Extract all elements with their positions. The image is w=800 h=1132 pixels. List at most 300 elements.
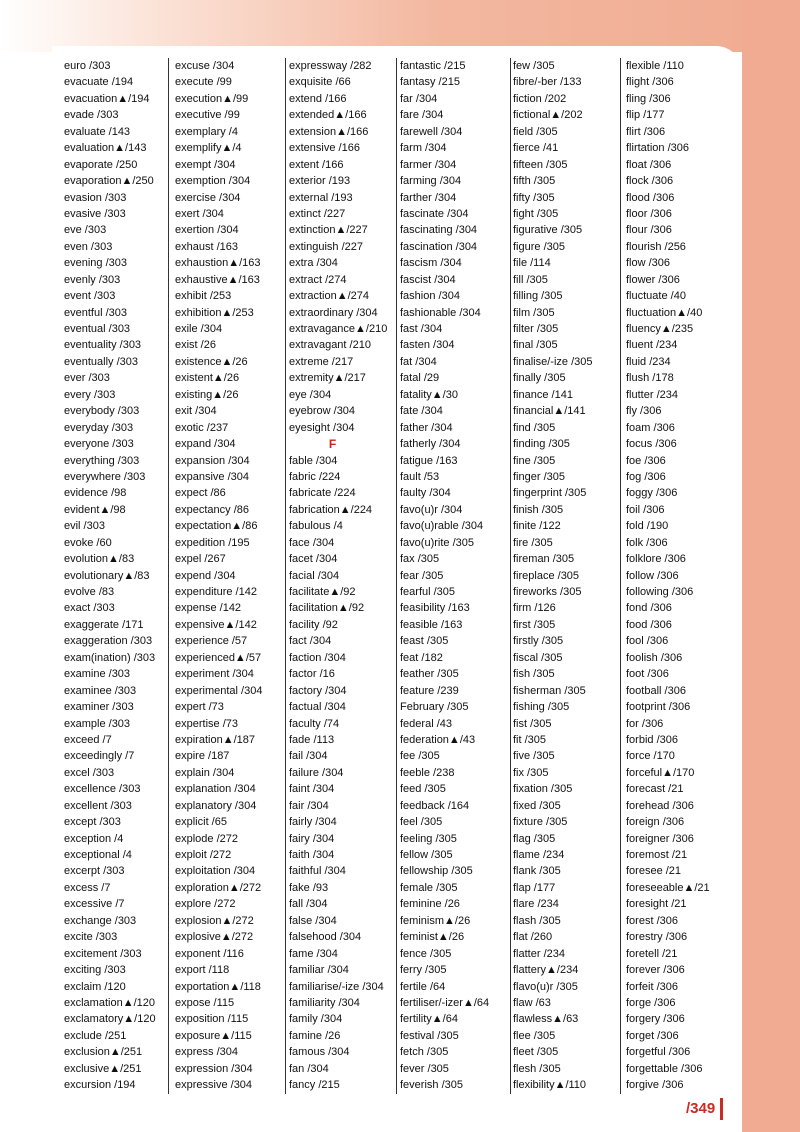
index-entry: first /305 — [513, 618, 556, 631]
index-entry: fail /304 — [289, 750, 328, 763]
index-entry: fireman /305 — [513, 553, 575, 566]
index-entry: evil /303 — [64, 520, 105, 533]
index-entry: federation▲/43 — [400, 733, 476, 746]
index-entry: fat /304 — [400, 355, 437, 368]
index-entry: flesh /305 — [513, 1062, 561, 1075]
index-entry: forecast /21 — [626, 783, 684, 796]
index-entry: foretell /21 — [626, 947, 678, 960]
index-entry: eve /303 — [64, 224, 107, 237]
index-entry: extended▲/166 — [289, 109, 367, 122]
index-entry: forget /306 — [626, 1029, 679, 1042]
index-entry: flip /177 — [626, 109, 665, 122]
index-entry: fascinating /304 — [400, 224, 478, 237]
column-divider — [620, 58, 621, 1094]
index-entry: forgettable /306 — [626, 1062, 703, 1075]
index-entry: festival /305 — [400, 1029, 459, 1042]
index-entry: feedback /164 — [400, 799, 470, 812]
index-entry: fictional▲/202 — [513, 109, 583, 122]
index-entry: footprint /306 — [626, 701, 691, 714]
index-entry: fame /304 — [289, 947, 338, 960]
index-entry: feverish /305 — [400, 1079, 463, 1092]
index-entry: expense /142 — [175, 602, 242, 615]
index-entry: foam /306 — [626, 421, 675, 434]
index-entry: fabrication▲/224 — [289, 503, 373, 516]
index-entry: flash /305 — [513, 914, 561, 927]
index-entry: expel /267 — [175, 553, 226, 566]
index-entry: fluency▲/235 — [626, 323, 694, 335]
index-entry: fall /304 — [289, 898, 328, 911]
index-entry: exception /4 — [64, 832, 124, 845]
index-entry: evolutionary▲/83 — [64, 569, 150, 582]
index-entry: fable /304 — [289, 454, 338, 467]
index-entry: everyday /303 — [64, 421, 134, 434]
index-entry: flank /305 — [513, 865, 561, 878]
index-entry: fingerprint /305 — [513, 487, 587, 500]
index-entry: fleet /305 — [513, 1046, 559, 1059]
index-entry: farther /304 — [400, 191, 457, 204]
index-entry: finally /305 — [513, 372, 566, 385]
index-entry: forge /306 — [626, 996, 676, 1009]
index-entry: fixture /305 — [513, 816, 568, 829]
index-entry: exaggerate /171 — [64, 618, 144, 631]
index-entry: exile /304 — [175, 323, 223, 335]
index-entry: excellent /303 — [64, 799, 132, 812]
index-entry: foolish /306 — [626, 651, 683, 664]
index-entry: figure /305 — [513, 240, 565, 253]
index-entry: forestry /306 — [626, 931, 688, 944]
index-entry: except /303 — [64, 816, 121, 829]
index-entry: everywhere /303 — [64, 470, 146, 483]
index-entry: expenditure /142 — [175, 586, 257, 598]
index-entry: exceptional /4 — [64, 849, 132, 861]
index-entry: fireworks /305 — [513, 586, 582, 598]
index-entry: extend /166 — [289, 92, 347, 105]
index-entry: exceedingly /7 — [64, 750, 135, 763]
index-entry: execution▲/99 — [175, 92, 249, 105]
index-entry: everyone /303 — [64, 438, 134, 451]
index-entry: evaluate /143 — [64, 125, 131, 138]
index-entry: evasion /303 — [64, 191, 127, 204]
index-entry: excerpt /303 — [64, 865, 125, 878]
index-entry: fling /306 — [626, 92, 671, 105]
index-entry: exertion /304 — [175, 224, 239, 237]
index-entry: flag /305 — [513, 832, 556, 845]
index-entry: experiment /304 — [175, 668, 254, 681]
index-entry: feature /239 — [400, 684, 459, 697]
index-entry: exercise /304 — [175, 191, 241, 204]
index-entry: fish /305 — [513, 668, 555, 681]
index-entry: flood /306 — [626, 191, 675, 204]
index-entry: flawless▲/63 — [513, 1013, 579, 1026]
index-entry: fan /304 — [289, 1062, 329, 1075]
index-entry: eventuality /303 — [64, 339, 142, 352]
index-entry: fisherman /305 — [513, 684, 586, 697]
index-entry: feeble /238 — [400, 766, 455, 779]
index-entry: fax /305 — [400, 553, 440, 566]
index-entry: existing▲/26 — [175, 388, 239, 401]
index-entry: explanation /304 — [175, 783, 256, 796]
index-entry: exclusion▲/251 — [64, 1046, 143, 1059]
index-entry: feminism▲/26 — [400, 914, 471, 927]
index-entry: evaporation▲/250 — [64, 175, 154, 188]
index-entry: evacuation▲/194 — [64, 92, 150, 105]
index-entry: folk /306 — [626, 536, 668, 549]
index-entry: foresee /21 — [626, 865, 682, 878]
index-entry: feminist▲/26 — [400, 931, 465, 944]
index-entry: fabulous /4 — [289, 520, 343, 533]
index-entry: folklore /306 — [626, 553, 686, 566]
index-entry: example /303 — [64, 717, 131, 730]
index-entry: expertise /73 — [175, 717, 238, 730]
index-entry: extravagance▲/210 — [289, 323, 388, 335]
index-entry: foreigner /306 — [626, 832, 694, 845]
right-margin-band — [742, 0, 800, 1132]
index-entry: excel /303 — [64, 766, 115, 779]
index-entry: exist /26 — [175, 339, 216, 352]
index-entry: flame /234 — [513, 849, 565, 861]
index-column-1 — [64, 58, 168, 1094]
index-entry: extraordinary /304 — [289, 306, 378, 319]
index-entry: farewell /304 — [400, 125, 463, 138]
index-entry: fond /306 — [626, 602, 672, 615]
index-entry: flower /306 — [626, 273, 680, 286]
index-entry: flap /177 — [513, 881, 556, 894]
index-entry: executive /99 — [175, 109, 240, 122]
index-entry: even /303 — [64, 240, 113, 253]
index-entry: float /306 — [626, 158, 672, 171]
index-entry: explosion▲/272 — [175, 914, 254, 927]
index-entry: flaw /63 — [513, 996, 551, 1009]
index-entry: extensive /166 — [289, 142, 360, 155]
index-entry: exhaustion▲/163 — [175, 257, 261, 270]
index-entry: excellence /303 — [64, 783, 141, 796]
column-divider — [396, 58, 397, 1094]
index-entry: fatal /29 — [400, 372, 440, 385]
index-entry: fertility▲/64 — [400, 1013, 458, 1026]
index-entry: expansion /304 — [175, 454, 250, 467]
index-entry: eventually /303 — [64, 355, 138, 368]
index-entry: flourish /256 — [626, 240, 686, 253]
index-entry: experimental /304 — [175, 684, 263, 697]
index-entry: fault /53 — [400, 470, 440, 483]
index-entry: figurative /305 — [513, 224, 583, 237]
index-entry: extravagant /210 — [289, 339, 371, 352]
index-entry: export /118 — [175, 964, 230, 977]
index-entry: following /306 — [626, 586, 694, 598]
index-entry: extremity▲/217 — [289, 372, 366, 385]
index-entry: excite /303 — [64, 931, 118, 944]
index-entry: famine /26 — [289, 1029, 341, 1042]
index-entry: evacuate /194 — [64, 76, 134, 89]
index-entry: exposition /115 — [175, 1013, 249, 1026]
index-entry: facet /304 — [289, 553, 338, 566]
index-entry: fiscal /305 — [513, 651, 563, 664]
index-entry: faulty /304 — [400, 487, 451, 500]
index-entry: factual /304 — [289, 701, 346, 714]
index-entry: extinct /227 — [289, 207, 346, 220]
index-entry: fate /304 — [400, 405, 443, 418]
index-entry: flare /234 — [513, 898, 559, 911]
index-entry: exploitation /304 — [175, 865, 256, 878]
page-number-bar — [720, 1098, 723, 1120]
index-entry: fantasy /215 — [400, 76, 460, 89]
index-entry: favo(u)rable /304 — [400, 520, 484, 533]
index-entry: feel /305 — [400, 816, 443, 829]
index-entry: follow /306 — [626, 569, 679, 582]
index-entry: fatherly /304 — [400, 438, 461, 451]
index-entry: evasive /303 — [64, 207, 126, 220]
index-entry: ferry /305 — [400, 964, 447, 977]
index-entry: faithful /304 — [289, 865, 346, 878]
index-entry: fixed /305 — [513, 799, 561, 812]
index-entry: facial /304 — [289, 569, 340, 582]
index-entry: expiration▲/187 — [175, 733, 255, 746]
index-entry: foe /306 — [626, 454, 666, 467]
index-entry: exponent /116 — [175, 947, 244, 960]
index-entry: fishing /305 — [513, 701, 570, 714]
index-entry: eyesight /304 — [289, 421, 355, 434]
index-entry: few /305 — [513, 60, 555, 72]
index-entry: food /306 — [626, 618, 672, 631]
index-entry: familiarity /304 — [289, 996, 360, 1009]
index-entry: financial▲/141 — [513, 405, 586, 418]
index-entry: forgive /306 — [626, 1079, 684, 1092]
index-entry: five /305 — [513, 750, 555, 763]
index-entry: fellow /305 — [400, 849, 453, 861]
index-column-5 — [513, 58, 620, 1094]
index-entry: forceful▲/170 — [626, 766, 695, 779]
index-entry: forehead /306 — [626, 799, 694, 812]
index-entry: fog /306 — [626, 470, 666, 483]
index-entry: fatigue /163 — [400, 454, 458, 467]
index-entry: facilitate▲/92 — [289, 586, 356, 598]
index-entry: extra /304 — [289, 257, 338, 270]
index-entry: explosive▲/272 — [175, 931, 254, 944]
index-entry: fifth /305 — [513, 175, 556, 188]
index-entry: fine /305 — [513, 454, 556, 467]
index-entry: extension▲/166 — [289, 125, 369, 138]
index-entry: farm /304 — [400, 142, 447, 155]
index-entry: expert /73 — [175, 701, 224, 714]
index-entry: firm /126 — [513, 602, 556, 615]
index-entry: eventual /303 — [64, 323, 131, 335]
index-entry: everything /303 — [64, 454, 140, 467]
index-entry: female /305 — [400, 881, 458, 894]
index-column-3 — [289, 58, 396, 1094]
index-entry: euro /303 — [64, 60, 111, 72]
index-entry: fearful /305 — [400, 586, 456, 598]
index-entry: extent /166 — [289, 158, 344, 171]
index-entry: exam(ination) /303 — [64, 651, 156, 664]
index-entry: fast /304 — [400, 323, 443, 335]
index-entry: examine /303 — [64, 668, 131, 681]
index-entry: exclamatory▲/120 — [64, 1013, 156, 1026]
index-entry: exhibit /253 — [175, 290, 232, 303]
index-entry: fertile /64 — [400, 980, 446, 993]
index-entry: foreign /306 — [626, 816, 685, 829]
index-entry: forbid /306 — [626, 733, 678, 746]
index-entry: evolution▲/83 — [64, 553, 135, 566]
index-entry: flat /260 — [513, 931, 553, 944]
index-entry: exterior /193 — [289, 175, 351, 188]
index-entry: faith /304 — [289, 849, 335, 861]
index-entry: exquisite /66 — [289, 76, 351, 89]
index-entry: expectancy /86 — [175, 503, 249, 516]
column-divider — [510, 58, 511, 1094]
index-entry: evaluation▲/143 — [64, 142, 147, 155]
index-entry: extinction▲/227 — [289, 224, 368, 237]
index-entry: flirtation /306 — [626, 142, 689, 155]
index-entry: flight /306 — [626, 76, 674, 89]
index-entry: expand /304 — [175, 438, 236, 451]
index-entry: fluctuate /40 — [626, 290, 686, 303]
top-margin-band — [0, 0, 800, 52]
index-entry: flow /306 — [626, 257, 671, 270]
index-entry: feasibility /163 — [400, 602, 470, 615]
index-entry: fireplace /305 — [513, 569, 580, 582]
index-entry: forgetful /306 — [626, 1046, 691, 1059]
index-entry: flexible /110 — [626, 60, 684, 72]
index-entry: extract /274 — [289, 273, 347, 286]
index-entry: far /304 — [400, 92, 438, 105]
index-entry: expectation▲/86 — [175, 520, 258, 533]
index-entry: exploration▲/272 — [175, 881, 262, 894]
index-entry: federal /43 — [400, 717, 452, 730]
index-entry: exportation▲/118 — [175, 980, 261, 993]
index-entry: fifty /305 — [513, 191, 555, 204]
index-entry: exert /304 — [175, 207, 224, 220]
index-entry: favo(u)rite /305 — [400, 536, 474, 549]
index-entry: exemption /304 — [175, 175, 251, 188]
index-entry: eye /304 — [289, 388, 332, 401]
index-entry: fantastic /215 — [400, 60, 466, 72]
index-entry: fill /305 — [513, 273, 548, 286]
index-entry: fluid /234 — [626, 355, 671, 368]
index-entry: evidence /98 — [64, 487, 127, 500]
index-entry: existence▲/26 — [175, 355, 248, 368]
index-entry: excursion /194 — [64, 1079, 136, 1092]
index-entry: exit /304 — [175, 405, 217, 418]
index-entry: explicit /65 — [175, 816, 227, 829]
index-entry: filling /305 — [513, 290, 563, 303]
index-entry: flutter /234 — [626, 388, 678, 401]
index-entry: feasible /163 — [400, 618, 463, 631]
index-entry: every /303 — [64, 388, 116, 401]
index-entry: explain /304 — [175, 766, 235, 779]
index-entry: floor /306 — [626, 207, 672, 220]
index-entry: fasten /304 — [400, 339, 455, 352]
index-column-2 — [175, 58, 285, 1094]
index-entry: finish /305 — [513, 503, 564, 516]
index-entry: fertiliser/-izer▲/64 — [400, 996, 490, 1009]
index-entry: finance /141 — [513, 388, 573, 401]
index-entry: fascination /304 — [400, 240, 478, 253]
index-entry: evenly /303 — [64, 273, 121, 286]
index-entry: evade /303 — [64, 109, 119, 122]
index-entry: execute /99 — [175, 76, 232, 89]
index-entry: forfeit /306 — [626, 980, 678, 993]
index-entry: fever /305 — [400, 1062, 449, 1075]
index-entry: experience /57 — [175, 635, 248, 648]
index-entry: focus /306 — [626, 438, 677, 451]
index-entry: film /305 — [513, 306, 555, 319]
index-entry: fifteen /305 — [513, 158, 568, 171]
index-entry: exposure▲/115 — [175, 1029, 252, 1042]
index-entry: failure /304 — [289, 766, 344, 779]
index-entry: excitement /303 — [64, 947, 142, 960]
index-entry: exchange /303 — [64, 914, 137, 927]
index-entry: eyebrow /304 — [289, 405, 356, 418]
index-entry: football /306 — [626, 684, 686, 697]
index-entry: existent▲/26 — [175, 372, 240, 385]
index-entry: extinguish /227 — [289, 240, 363, 253]
index-entry: fire /305 — [513, 536, 553, 549]
index-column-4 — [400, 58, 510, 1094]
index-entry: fit /305 — [513, 733, 547, 746]
index-entry: finalise/-ize /305 — [513, 355, 593, 368]
index-entry: foresight /21 — [626, 898, 687, 911]
index-entry: excuse /304 — [175, 60, 235, 72]
index-entry: expression /304 — [175, 1062, 253, 1075]
index-entry: extraction▲/274 — [289, 290, 369, 303]
index-entry: exhaustive▲/163 — [175, 273, 260, 286]
index-entry: expensive▲/142 — [175, 618, 257, 631]
index-entry: foreseeable▲/21 — [626, 881, 710, 894]
index-entry: force /170 — [626, 750, 675, 763]
index-entry: fly /306 — [626, 405, 662, 418]
index-entry: fist /305 — [513, 717, 552, 730]
index-entry: expire /187 — [175, 750, 230, 763]
index-entry: extreme /217 — [289, 355, 354, 368]
index-entry: foil /306 — [626, 503, 665, 516]
index-entry: familiar /304 — [289, 964, 349, 977]
index-entry: fare /304 — [400, 109, 444, 122]
index-entry: expansive /304 — [175, 470, 249, 483]
index-entry: exclamation▲/120 — [64, 996, 155, 1009]
index-entry: fluctuation▲/40 — [626, 306, 703, 319]
index-entry: exact /303 — [64, 602, 115, 615]
index-entry: fee /305 — [400, 750, 440, 763]
index-entry: fashion /304 — [400, 290, 460, 303]
index-entry: evaporate /250 — [64, 158, 138, 171]
index-entry: fool /306 — [626, 635, 669, 648]
index-entry: farmer /304 — [400, 158, 457, 171]
index-entry: fix /305 — [513, 766, 549, 779]
index-entry: foremost /21 — [626, 849, 688, 861]
column-divider — [168, 58, 169, 1094]
index-entry: fashionable /304 — [400, 306, 481, 319]
index-entry: farming /304 — [400, 175, 462, 188]
index-entry: excess /7 — [64, 881, 111, 894]
index-entry: fake /93 — [289, 881, 329, 894]
index-entry: fear /305 — [400, 569, 444, 582]
index-entry: face /304 — [289, 536, 335, 549]
index-entry: facility /92 — [289, 618, 338, 631]
index-entry: forever /306 — [626, 964, 685, 977]
index-entry: field /305 — [513, 125, 558, 138]
index-entry: factory /304 — [289, 684, 347, 697]
index-entry: expect /86 — [175, 487, 226, 500]
index-entry: expressway /282 — [289, 60, 372, 72]
index-entry: explode /272 — [175, 832, 238, 845]
index-entry: event /303 — [64, 290, 116, 303]
index-entry: evident▲/98 — [64, 503, 126, 516]
index-entry: firstly /305 — [513, 635, 564, 648]
index-entry: express /304 — [175, 1046, 238, 1059]
index-entry: finite /122 — [513, 520, 561, 533]
index-entry: fight /305 — [513, 207, 559, 220]
index-entry: fixation /305 — [513, 783, 573, 796]
